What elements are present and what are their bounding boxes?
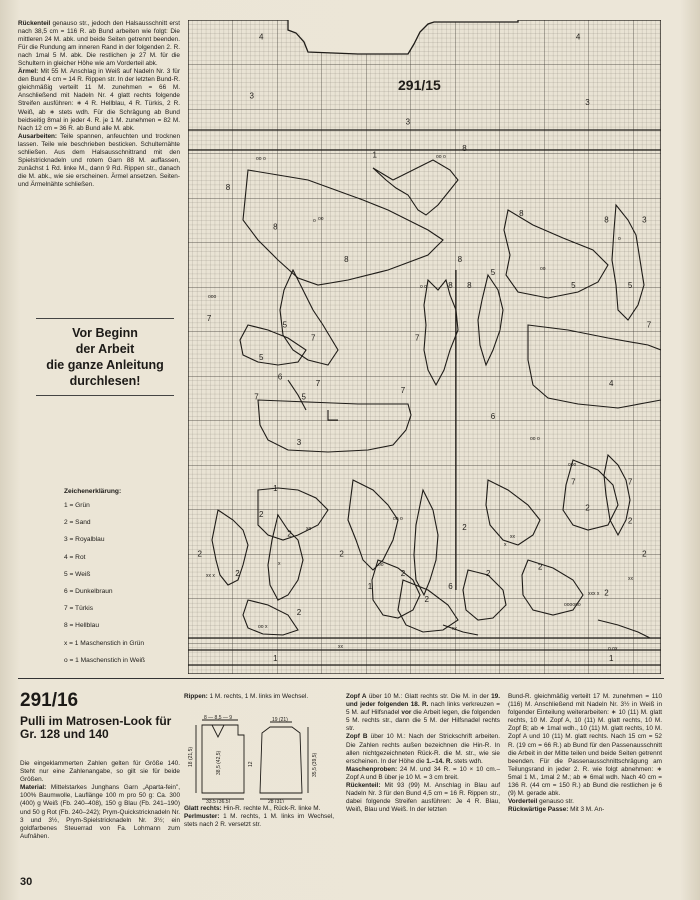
divider bbox=[36, 395, 174, 396]
chart-color-number: 2 bbox=[197, 549, 202, 559]
legend-item: 4 = Rot bbox=[64, 553, 86, 561]
svg-text:ooo: ooo bbox=[568, 462, 577, 468]
chart-color-number: 7 bbox=[627, 477, 633, 487]
chart-color-number: 2 bbox=[486, 568, 491, 578]
paragraph-aermel bbox=[18, 68, 180, 132]
dim-right-1: 12 bbox=[248, 761, 254, 767]
svg-text:xx: xx bbox=[338, 644, 343, 650]
legend-item: 1 = Grün bbox=[64, 502, 90, 509]
chart-color-number: 6 bbox=[490, 411, 496, 421]
chart-color-number: 5 bbox=[259, 353, 264, 363]
chart-color-number: 7 bbox=[315, 379, 321, 389]
legend-item: x = 1 Maschenstich in Grün bbox=[64, 639, 145, 647]
legend-item: 7 = Türkis bbox=[64, 605, 94, 613]
instructions-column-4 bbox=[508, 693, 662, 814]
text-rueckenteil: genauso str., jedoch den Halsausschnitt erst nach 38,5 cm = 116 R. ab Bund arbeiten wie folgt: Die mittleren 24 M. abk. und beide Seiten getrennt beenden. Für die Rundung am inneren Rand in der folgenden 2. R. nach 1mal 5 M. abk. Die restlichen je 27 M. für die Schultern in gleicher Höhe wie am Vorderteil abk. bbox=[18, 20, 180, 68]
intro-text: Die eingeklammerten Zahlen gelten für Größe 140. Steht nur eine Zahlenangabe, so gilt sie für beide Größen. bbox=[20, 760, 180, 784]
notice-line: durchlesen! bbox=[69, 374, 141, 388]
instructions-column-1 bbox=[20, 760, 180, 841]
svg-text:o o: o o bbox=[420, 284, 427, 290]
dim-right-2: 35,5 (39,5) bbox=[312, 752, 318, 777]
chart-color-number: 8 bbox=[344, 255, 349, 264]
label-aermel: Ärmel: bbox=[18, 68, 39, 76]
legend-title: Zeichenerklärung: bbox=[64, 488, 122, 495]
text-rippen: 1 M. rechts, 1 M. links im Wechsel. bbox=[207, 693, 309, 700]
text-material: Mittelstarkes Junghans Garn „Aparta-fein", 100% Baumwolle, Lauflänge 100 m pro 50 g: Ca. 300 (400) g Weiß (Fb. 240–408), 150 g Blau (Fb. 241–190) und 50 g Rot (Fb. 240–242); Prym-Quickstricknadeln Nr. 3 und 3½, Prym-Spielstricknadeln Nr. 3½; ein goldfarbenes Steuerrad von Fa. Lohmann zum Aufnähen. bbox=[20, 784, 180, 840]
chart-color-number: 4 bbox=[575, 32, 581, 42]
chart-color-number: 5 bbox=[571, 281, 576, 291]
pattern-title: Pulli im Matrosen-Look für Gr. 128 und 140 bbox=[20, 714, 172, 741]
dim-top-right: 19 (21) bbox=[272, 717, 288, 723]
dim-bottom-right: 28 (31) bbox=[268, 799, 284, 803]
svg-text:xx: xx bbox=[510, 534, 515, 540]
text-perl: 1 M. rechts, 1 M. links im Wechsel, stets nach 2 R. versetzt str. bbox=[184, 813, 334, 829]
chart-color-number: 1 bbox=[609, 653, 614, 663]
label-passe: Rückwärtige Passe: bbox=[508, 806, 569, 814]
text-maschenproben: 24 M. und 34 R. = 10 × 10 cm.– Zopf A und B über je 10 M. = 3 cm breit. bbox=[346, 765, 500, 781]
paragraph-zopf-b bbox=[346, 733, 500, 765]
section-divider bbox=[18, 678, 664, 679]
chart-color-number: 7 bbox=[206, 313, 212, 323]
text-zopf-b-bold: 1.–14. R. bbox=[426, 757, 453, 765]
symbol-legend bbox=[64, 488, 184, 674]
chart-color-number: 5 bbox=[490, 268, 496, 278]
dim-left-1: 18 (21,5) bbox=[188, 746, 194, 767]
chart-color-number: 1 bbox=[367, 582, 373, 591]
text-ausarbeiten: Teile spannen, anfeuchten und trocknen lassen. Teile wie beschrieben besticken. Schulternähte schließen. Aus dem Halsausschnittrand mit den Spielstricknadeln und rotem Garn 88 M. auffassen, zunächst 1 Rd. linke M., dann 9 Rd. Rippen str., danach die M. abk., wie sie erscheinen. Ärmel ansetzen. Seiten- und Ärmelnähte schließen. bbox=[18, 132, 180, 188]
chart-color-number: 7 bbox=[415, 333, 420, 343]
svg-text:oo o: oo o bbox=[530, 436, 540, 442]
text-glatt: Hin-R. rechte M., Rück-R. linke M. bbox=[221, 805, 321, 812]
notice-line: der Arbeit bbox=[75, 342, 135, 356]
chart-color-number: 3 bbox=[585, 98, 590, 107]
chart-color-number: 2 bbox=[400, 568, 406, 578]
text-passe: Mit 3 M. An- bbox=[568, 806, 605, 814]
instructions-column-2-top bbox=[184, 693, 334, 701]
svg-text:oo o: oo o bbox=[256, 156, 266, 162]
paragraph-passe bbox=[508, 806, 662, 814]
dim-top-left: 8 — 8,5 — 9 bbox=[204, 715, 233, 721]
instructions-left-column bbox=[18, 20, 180, 189]
chart-color-number: 6 bbox=[277, 372, 283, 382]
chart-color-number: 8 bbox=[519, 209, 524, 219]
chart-color-number: 2 bbox=[296, 608, 302, 618]
divider bbox=[36, 318, 174, 319]
paragraph-glatt bbox=[184, 805, 334, 813]
knitting-chart bbox=[188, 20, 661, 674]
svg-text:xx x: xx x bbox=[206, 573, 215, 579]
chart-color-number: 2 bbox=[538, 562, 543, 572]
chart-color-number: 3 bbox=[249, 91, 254, 101]
text-zopf-a-bold-2: 19. und jeder folgenden 18. R. bbox=[346, 693, 501, 709]
text-zopf-a-1: über 10 M.: Glatt rechts str. Die M. in der bbox=[366, 693, 492, 700]
svg-text:x: x bbox=[278, 561, 281, 567]
label-zopf-b: Zopf B bbox=[346, 733, 368, 741]
label-rueckenteil: Rückenteil bbox=[18, 20, 51, 27]
paragraph-ausarbeiten bbox=[18, 133, 180, 189]
chart-color-number: 1 bbox=[273, 483, 278, 493]
label-zopf-a: Zopf A bbox=[346, 693, 367, 700]
svg-text:x: x bbox=[504, 542, 507, 548]
svg-text:ooo: ooo bbox=[208, 294, 217, 300]
chart-color-number: 1 bbox=[372, 150, 377, 160]
svg-text:o: o bbox=[618, 236, 621, 242]
chart-color-number: 2 bbox=[287, 529, 292, 539]
paragraph-rueckenteil-2 bbox=[346, 782, 500, 814]
chart-color-number: 7 bbox=[571, 477, 576, 487]
text-zopf-a-bold-3: vor bbox=[401, 709, 412, 717]
svg-text:oo o: oo o bbox=[436, 154, 446, 160]
chart-color-number: 5 bbox=[282, 320, 288, 330]
svg-text:oo: oo bbox=[540, 266, 546, 272]
svg-text:o: o bbox=[313, 218, 316, 224]
legend-item: o = 1 Maschenstich in Weiß bbox=[64, 656, 146, 664]
knitting-chart-grid bbox=[188, 20, 661, 674]
text-zopf-a-3: die Arbeit legen, die folgenden 5 M. rechts str., dann die 5 M. der Hilfsnadel rechts str. bbox=[346, 709, 500, 733]
label-ausarbeiten: Ausarbeiten: bbox=[18, 132, 58, 140]
paragraph-perl bbox=[184, 813, 334, 829]
paragraph-zopf-a bbox=[346, 693, 500, 733]
chart-color-number: 5 bbox=[301, 392, 306, 402]
legend-item: 2 = Sand bbox=[64, 519, 91, 527]
chart-color-number: 2 bbox=[339, 549, 344, 559]
legend-item: 6 = Dunkelbraun bbox=[64, 587, 113, 595]
label-perl: Perlmuster: bbox=[184, 813, 220, 821]
chart-color-number: 6 bbox=[448, 582, 453, 591]
chart-color-number: 4 bbox=[259, 32, 264, 42]
page-number: 30 bbox=[20, 876, 33, 888]
paragraph-rippen bbox=[184, 693, 334, 701]
chart-color-number: 8 bbox=[467, 281, 472, 291]
chart-color-number: 7 bbox=[311, 333, 316, 343]
svg-text:oo o: oo o bbox=[393, 516, 403, 522]
legend-item: 3 = Royalblau bbox=[64, 536, 105, 544]
svg-text:xx: xx bbox=[452, 626, 457, 632]
paragraph-vorderteil bbox=[508, 798, 662, 806]
svg-text:o ox: o ox bbox=[608, 646, 618, 652]
text-rueckenteil-2: Mit 93 (99) M. Anschlag in Blau auf Nadeln Nr. 3 für den Bund 4,5 cm = 16 R. Rippen str., dabei folgende Streifen ausführen: Je 4 R. Blau, Weiß, Blau und Weiß. In der letzten bbox=[346, 782, 500, 814]
label-vorderteil: Vorderteil bbox=[508, 798, 538, 806]
svg-text:oo: oo bbox=[318, 216, 324, 222]
svg-text:oo x: oo x bbox=[258, 624, 268, 630]
label-material: Material: bbox=[20, 784, 47, 792]
label-maschenproben: Maschenproben: bbox=[346, 765, 398, 773]
paragraph-maschenproben bbox=[346, 766, 500, 782]
chart-color-number: 2 bbox=[604, 588, 609, 598]
chart-color-number: 2 bbox=[627, 516, 633, 526]
paragraph-material bbox=[20, 784, 180, 841]
svg-text:xo: xo bbox=[306, 526, 312, 532]
read-first-notice bbox=[30, 318, 180, 396]
paragraph-rueckenteil bbox=[18, 20, 180, 68]
chart-color-number: 8 bbox=[273, 222, 278, 232]
text-zopf-b-2: stets wdh. bbox=[452, 757, 483, 765]
chart-color-number: 5 bbox=[627, 281, 633, 291]
chart-color-number: 7 bbox=[400, 385, 406, 395]
chart-color-number: 8 bbox=[457, 255, 463, 264]
chart-color-number: 2 bbox=[259, 510, 264, 519]
svg-text:oo: oo bbox=[378, 562, 384, 568]
chart-label: 291/15 bbox=[398, 77, 441, 93]
label-glatt: Glatt rechts: bbox=[184, 805, 222, 812]
text-aermel: Mit 55 M. Anschlag in Weiß auf Nadeln Nr. 3 für den Bund 4 cm = 14 R. Rippen str. In der letzten Bund-R. gleichmäßig verteilt 11 M. zunehmen = 66 M. Anschließend mit Nadeln Nr. 4 glatt rechts folgende Streifen ausführen: ∗ 4 R. Hellblau, 4 R. Türkis, 2 R. Weiß, ab ∗ stets wdh. Für die Schrägung ab Bund beidseitig 8mal in jeder 4. R. je 1 M. zunehmen = 82 M. Nach 12 cm = 36 R. ab Bund alle M. abk. bbox=[18, 68, 180, 132]
legend-item: 8 = Hellblau bbox=[64, 622, 100, 630]
text-zopf-a-2: nach links verkreuzen = 5 M. auf Hilfsnadel bbox=[346, 701, 500, 717]
chart-color-number: 3 bbox=[405, 117, 411, 127]
chart-color-number: 8 bbox=[448, 281, 453, 291]
notice-line: die ganze Anleitung bbox=[46, 358, 164, 372]
garment-schematic bbox=[188, 715, 332, 803]
chart-color-number: 3 bbox=[642, 215, 647, 225]
instructions-column-2-bottom bbox=[184, 805, 334, 829]
svg-text:xxx x: xxx x bbox=[588, 591, 600, 597]
chart-color-number: 8 bbox=[225, 183, 231, 192]
chart-color-number: 2 bbox=[424, 595, 429, 605]
label-rippen: Rippen: bbox=[184, 693, 208, 700]
notice-line: Vor Beginn bbox=[72, 326, 138, 340]
instructions-column-3 bbox=[346, 693, 500, 814]
svg-text:xx: xx bbox=[628, 576, 633, 582]
dim-bottom-left: 33,5 (36,5) bbox=[206, 799, 231, 803]
legend-item: 5 = Weiß bbox=[64, 570, 91, 578]
chart-color-number: 7 bbox=[646, 320, 652, 330]
chart-color-number: 4 bbox=[609, 379, 614, 389]
chart-color-number: 8 bbox=[462, 143, 467, 153]
text-zopf-b: über 10 M.: Nach der Strickschrift arbeiten. Die Zahlen rechts außen bezeichnen die Hin-R. In allen nichtgezeichneten Rück-R. die M. str., wie sie erscheinen. In der Höhe die bbox=[346, 733, 500, 765]
chart-color-number: 2 bbox=[462, 523, 467, 533]
text-bund: Bund-R. gleichmäßig verteilt 17 M. zunehmen = 110 (116) M. Anschließend mit Nadeln Nr. 3½ in Weiß in folgender Einteilung weiterarbeiten: ∗ 10 (11) M. glatt rechts, 10 M. Zopf A, 10 (11) M. glatt rechts, 10 M. Zopf B; ab ∗ 1mal wdh., 10 (11) M. glatt rechts, 10 M. Zopf A und 10 (11) M. glatt rechts. Nach 15 cm = 52 R. (19 cm = 66 R.) ab Bund für den Passenausschnitt die Arbeit in der Mitte teilen und beide Seiten getrennt beenden. Für die Passenausschnittschrägung am Teilungsrand in jeder 2. R. wie folgt abnehmen: ∗ 5mal 1 M., 1mal 2 M.; ab ∗ 6mal wdh. Nach 40 cm = 136 R. (44 cm = 150 R.) ab Bund die restlichen je 6 (9) M. gerade abk. bbox=[508, 693, 662, 798]
chart-color-number: 2 bbox=[235, 568, 240, 578]
label-rueckenteil-2: Rückenteil: bbox=[346, 782, 381, 790]
chart-color-number: 1 bbox=[273, 653, 278, 663]
dim-left-2: 38,5 (42,5) bbox=[216, 750, 222, 775]
chart-color-number: 7 bbox=[254, 392, 259, 402]
chart-color-number: 8 bbox=[604, 215, 609, 225]
chart-color-number: 2 bbox=[585, 503, 590, 513]
schematic-drawing bbox=[188, 715, 332, 803]
chart-color-number: 2 bbox=[642, 549, 647, 559]
svg-text:oooooo: oooooo bbox=[564, 602, 581, 608]
text-vorderteil: genauso str. bbox=[537, 798, 574, 806]
pattern-number: 291/16 bbox=[20, 690, 79, 711]
chart-color-number: 3 bbox=[296, 438, 302, 448]
